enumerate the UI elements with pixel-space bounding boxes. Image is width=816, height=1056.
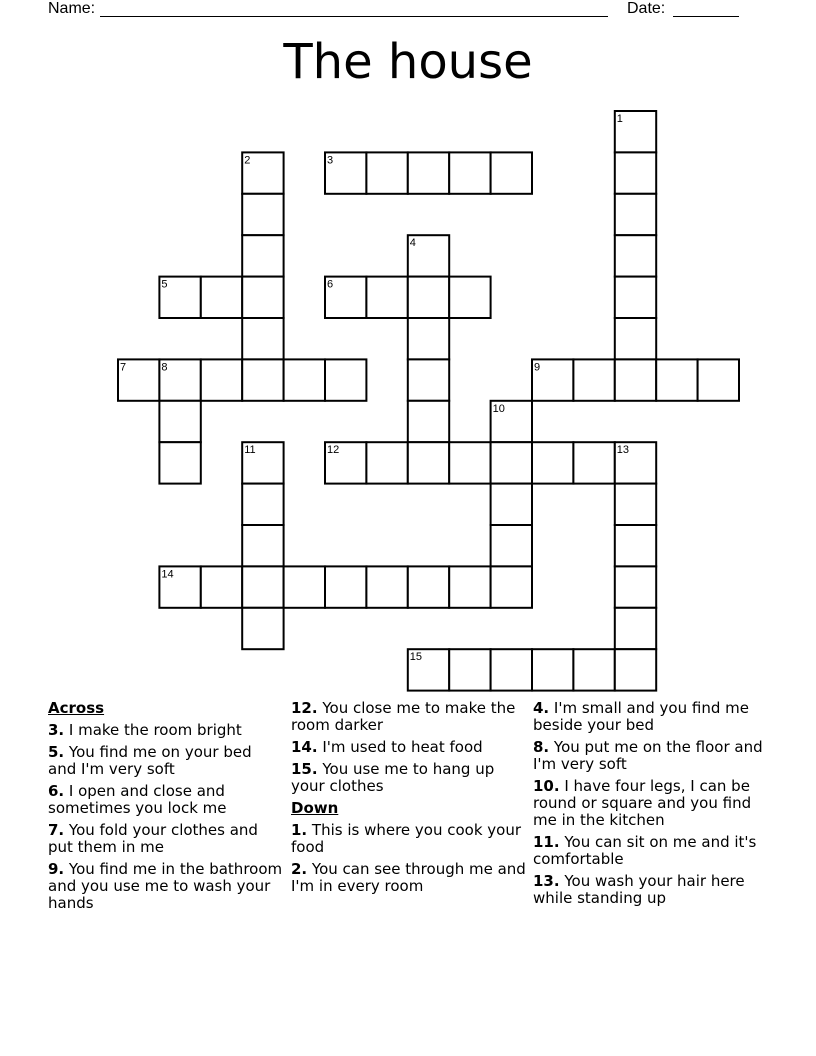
down-clue xyxy=(291,861,527,895)
grid-cell[interactable] xyxy=(159,401,200,442)
grid-cell[interactable] xyxy=(449,277,490,318)
grid-cell[interactable] xyxy=(325,566,366,607)
grid-cell[interactable] xyxy=(408,152,449,193)
grid-cell[interactable] xyxy=(615,649,656,690)
clue-text: You put me on the floor and I'm very soft xyxy=(533,738,763,773)
clue-number-label: 1 xyxy=(616,113,623,125)
grid-cell[interactable] xyxy=(242,525,283,566)
grid-cell[interactable] xyxy=(532,442,573,483)
grid-cell[interactable] xyxy=(615,608,656,649)
clue-number: 2. xyxy=(291,860,308,878)
grid-cell[interactable] xyxy=(242,194,283,235)
grid-cell[interactable] xyxy=(573,442,614,483)
across-clue xyxy=(291,739,527,756)
grid-cell[interactable] xyxy=(573,359,614,400)
across-clue xyxy=(48,822,284,856)
clues-column-2 xyxy=(291,700,527,900)
grid-cell[interactable] xyxy=(491,152,532,193)
clue-number: 1. xyxy=(291,821,308,839)
grid-cell[interactable] xyxy=(698,359,739,400)
clue-text: You use me to hang up your clothes xyxy=(291,760,495,795)
grid-cell[interactable] xyxy=(159,442,200,483)
clue-number-label: 11 xyxy=(244,444,256,457)
grid-cell[interactable] xyxy=(366,277,407,318)
grid-cell[interactable] xyxy=(284,566,325,607)
grid-cell[interactable] xyxy=(408,401,449,442)
across-clue xyxy=(48,744,284,778)
grid-cell[interactable] xyxy=(615,277,656,318)
clue-number: 14. xyxy=(291,738,318,756)
grid-cell[interactable] xyxy=(242,359,283,400)
grid-cell[interactable] xyxy=(201,359,242,400)
across-clue xyxy=(48,861,284,912)
grid-cell[interactable] xyxy=(615,359,656,400)
clue-number: 8. xyxy=(533,738,550,756)
clue-number-label: 7 xyxy=(120,361,127,374)
down-clue xyxy=(533,834,769,868)
down-clue xyxy=(533,778,769,829)
grid-cell[interactable] xyxy=(408,566,449,607)
grid-cell[interactable] xyxy=(615,484,656,525)
grid-cell[interactable] xyxy=(615,235,656,276)
clue-text: I'm small and you find me beside your bed xyxy=(533,699,749,734)
clue-text: This is where you cook your food xyxy=(291,821,522,856)
clue-text: I have four legs, I can be round or square and you find me in the kitchen xyxy=(533,777,752,829)
down-heading: Down xyxy=(291,799,339,817)
grid-cell[interactable] xyxy=(532,649,573,690)
clue-number-label: 13 xyxy=(616,444,630,457)
clue-number-label: 10 xyxy=(492,402,505,415)
clue-text: You fold your clothes and put them in me xyxy=(48,821,258,856)
clue-text: You find me on your bed and I'm very soft xyxy=(48,743,252,778)
clue-number-label: 12 xyxy=(327,444,340,457)
grid-cell[interactable] xyxy=(201,277,242,318)
across-clue xyxy=(48,722,284,739)
across-clue-list-continued xyxy=(291,700,527,795)
grid-cell[interactable] xyxy=(366,442,407,483)
clues-column-1 xyxy=(48,700,284,917)
clue-number: 11. xyxy=(533,833,560,851)
grid-cell[interactable] xyxy=(491,442,532,483)
grid-cell[interactable] xyxy=(408,277,449,318)
clues-column-3 xyxy=(533,700,769,912)
across-heading: Across xyxy=(48,699,105,717)
grid-cell[interactable] xyxy=(449,442,490,483)
clue-text: I'm used to heat food xyxy=(317,738,483,756)
grid-cell[interactable] xyxy=(615,318,656,359)
clue-number-label: 6 xyxy=(327,278,334,291)
clue-number-label: 8 xyxy=(161,361,168,374)
clue-number: 3. xyxy=(48,721,65,739)
down-clue xyxy=(291,822,527,856)
down-clue-list xyxy=(291,822,527,895)
clue-number: 4. xyxy=(533,699,550,717)
clue-number: 10. xyxy=(533,777,560,795)
grid-cell[interactable] xyxy=(615,152,656,193)
grid-cell[interactable] xyxy=(491,649,532,690)
across-clue xyxy=(291,761,527,795)
down-clue-list-continued xyxy=(533,700,769,907)
grid-cell[interactable] xyxy=(242,608,283,649)
clue-number: 12. xyxy=(291,699,318,717)
down-clue xyxy=(533,739,769,773)
clue-text: I make the room bright xyxy=(64,721,242,739)
clue-text: You wash your hair here while standing up xyxy=(533,872,745,907)
grid-cell[interactable] xyxy=(615,194,656,235)
date-label: Date: xyxy=(627,0,666,17)
clue-number: 13. xyxy=(533,872,560,890)
grid-cell[interactable] xyxy=(408,442,449,483)
clue-number-label: 15 xyxy=(409,651,423,664)
grid-cell[interactable] xyxy=(573,649,614,690)
clue-text: You find me in the bathroom and you use me to wash your hands xyxy=(48,860,283,912)
grid-cell[interactable] xyxy=(366,152,407,193)
grid-cell[interactable] xyxy=(242,318,283,359)
grid-cell[interactable] xyxy=(449,649,490,690)
grid-cell[interactable] xyxy=(656,359,697,400)
clue-number: 7. xyxy=(48,821,65,839)
grid-cell[interactable] xyxy=(615,566,656,607)
grid-cell[interactable] xyxy=(242,235,283,276)
grid-cell[interactable] xyxy=(491,484,532,525)
clue-text: You can sit on me and it's comfortable xyxy=(533,833,757,868)
clue-text: You can see through me and I'm in every room xyxy=(291,860,526,895)
clue-number-label: 3 xyxy=(327,154,334,167)
grid-cell[interactable] xyxy=(242,484,283,525)
clue-number-label: 2 xyxy=(244,154,251,167)
grid-cell[interactable] xyxy=(408,359,449,400)
puzzle-title: The house xyxy=(283,34,533,90)
across-clue xyxy=(291,700,527,734)
down-clue xyxy=(533,700,769,734)
clue-number: 15. xyxy=(291,760,318,778)
clue-number-label: 4 xyxy=(409,237,416,250)
clue-text: You close me to make the room darker xyxy=(291,699,516,734)
grid-cell[interactable] xyxy=(242,277,283,318)
grid-cell[interactable] xyxy=(615,525,656,566)
clue-number: 5. xyxy=(48,743,65,761)
clue-number-label: 9 xyxy=(534,361,541,374)
clue-text: I open and close and sometimes you lock me xyxy=(48,782,227,817)
name-label: Name: xyxy=(48,0,96,17)
clue-number: 9. xyxy=(48,860,65,878)
clue-number-label: 14 xyxy=(161,568,174,581)
grid-cell[interactable] xyxy=(201,566,242,607)
grid-cell[interactable] xyxy=(491,525,532,566)
grid-cell[interactable] xyxy=(449,152,490,193)
grid-cell[interactable] xyxy=(366,566,407,607)
clue-number: 6. xyxy=(48,782,65,800)
grid-cell[interactable] xyxy=(408,318,449,359)
grid-cell[interactable] xyxy=(491,566,532,607)
across-clue-list xyxy=(48,722,284,912)
down-clue xyxy=(533,873,769,907)
across-clue xyxy=(48,783,284,817)
grid-cell[interactable] xyxy=(449,566,490,607)
clue-number-label: 5 xyxy=(161,278,168,291)
grid-cell[interactable] xyxy=(284,359,325,400)
grid-cell[interactable] xyxy=(325,359,366,400)
grid-cell[interactable] xyxy=(242,566,283,607)
